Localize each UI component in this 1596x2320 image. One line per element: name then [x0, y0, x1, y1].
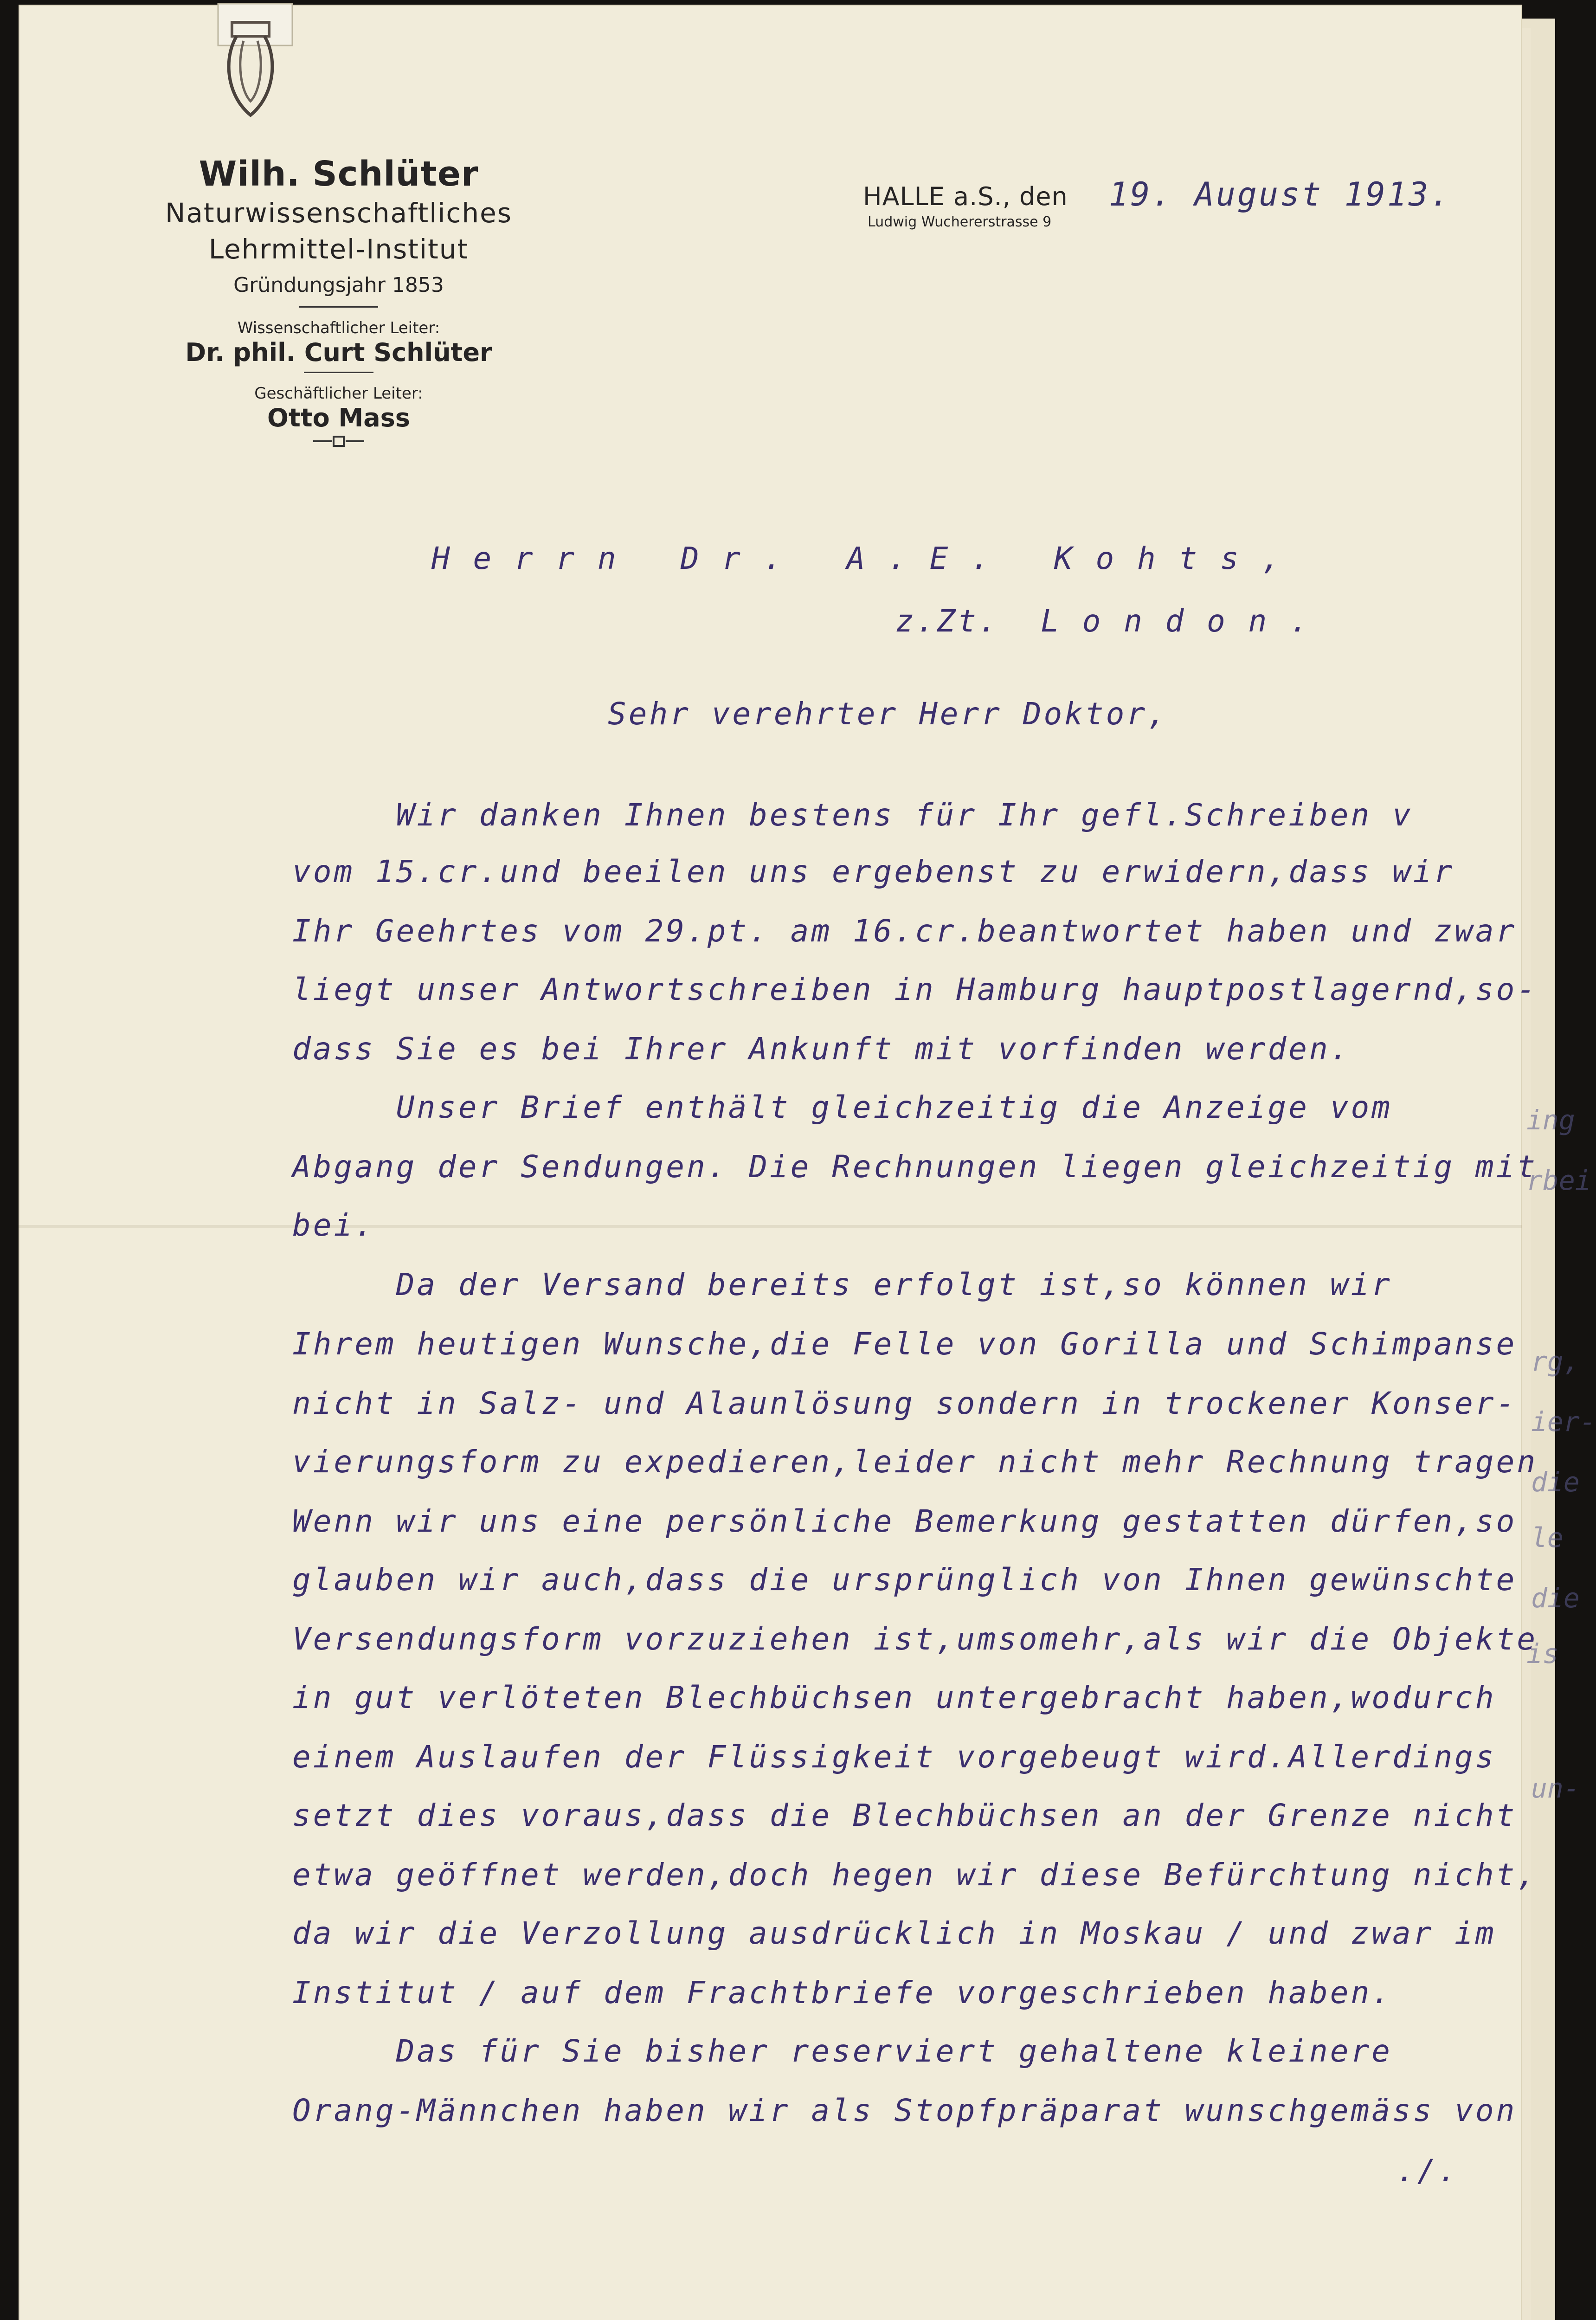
street-line: Ludwig Wuchererstrasse 9 — [868, 214, 1052, 230]
company-line-2: Lehrmittel-Institut — [208, 233, 469, 265]
letter-date: 19. August 1913. — [1109, 175, 1452, 213]
body-line: vierungsform zu expedieren,leider nicht mehr Rechnung tragen — [292, 1444, 1538, 1480]
scientific-director-label: Wissenschaftlicher Leiter: — [237, 319, 440, 337]
body-line: Ihr Geehrtes vom 29.pt. am 16.cr.beantwortet haben und zwar — [292, 913, 1517, 949]
body-line: Versendungsform vorzuziehen ist,umsomehr,als wir die Objekte — [292, 1621, 1538, 1657]
business-director-label: Geschäftlicher Leiter: — [254, 384, 423, 403]
margin-fragment: ing — [1526, 1104, 1575, 1136]
company-line-1: Naturwissenschaftliches — [165, 197, 513, 229]
margin-fragment: un- — [1531, 1772, 1580, 1804]
fold-line — [19, 1225, 1522, 1228]
body-line: Wenn wir uns eine persönliche Bemerkung gestatten dürfen,so — [292, 1503, 1517, 1539]
body-line: liegt unser Antwortschreiben in Hamburg hauptpostlagernd,so- — [292, 972, 1538, 1007]
body-line: da wir die Verzollung ausdrücklich in Moskau / und zwar im — [292, 1915, 1496, 1951]
divider — [299, 306, 378, 308]
margin-fragment: rbei — [1526, 1165, 1591, 1196]
body-line: Abgang der Sendungen. Die Rechnungen liegen gleichzeitig mit — [292, 1149, 1538, 1185]
body-line: Wir danken Ihnen bestens für Ihr gefl.Schreiben v — [292, 797, 1413, 833]
body-line: Das für Sie bisher reserviert gehaltene kleinere — [292, 2033, 1392, 2069]
body-line: einem Auslaufen der Flüssigkeit vorgebeugt wird.Allerdings — [292, 1739, 1496, 1775]
scientific-director-name: Dr. phil. Curt Schlüter — [185, 338, 492, 367]
body-line: Unser Brief enthält gleichzeitig die Anzeige vom — [292, 1089, 1392, 1125]
recipient-line-1: H e r r n D r . A . E . K o h t s , — [431, 541, 1283, 576]
margin-fragment: die — [1531, 1466, 1580, 1498]
margin-fragment: is — [1526, 1638, 1559, 1669]
body-line: setzt dies voraus,dass die Blechbüchsen an der Grenze nicht — [292, 1798, 1517, 1833]
body-line: Institut / auf dem Frachtbriefe vorgeschrieben haben. — [292, 1975, 1392, 2011]
body-line: Orang-Männchen haben wir als Stopfpräparat wunschgemäss von — [292, 2093, 1517, 2128]
body-line: in gut verlöteten Blechbüchsen untergebracht haben,wodurch — [292, 1680, 1496, 1715]
body-line: etwa geöffnet werden,doch hegen wir diese Befürchtung nicht, — [292, 1857, 1538, 1893]
body-line: Da der Versand bereits erfolgt ist,so können wir — [292, 1267, 1392, 1302]
margin-fragment: rg, — [1531, 1346, 1580, 1377]
business-director-name: Otto Mass — [267, 403, 410, 432]
body-line: vom 15.cr.und beeilen uns ergebenst zu erwidern,dass wir — [292, 854, 1455, 889]
founded-year: Gründungsjahr 1853 — [233, 273, 444, 297]
body-line: dass Sie es bei Ihrer Ankunft mit vorfinden werden. — [292, 1031, 1351, 1067]
greeting: Sehr verehrter Herr Doktor, — [608, 696, 1168, 732]
recipient-line-2: z.Zt. L o n d o n . — [895, 603, 1311, 639]
company-name: Wilh. Schlüter — [199, 154, 479, 194]
margin-fragment: die — [1531, 1582, 1580, 1614]
body-line: ./. — [1396, 2153, 1459, 2189]
divider — [304, 372, 373, 373]
ornament-icon — [313, 434, 364, 448]
body-line: glauben wir auch,dass die ursprünglich von Ihnen gewünschte — [292, 1562, 1517, 1598]
body-line: nicht in Salz- und Alaunlösung sondern in trockener Konser- — [292, 1386, 1517, 1421]
city-line: HALLE a.S., den — [863, 182, 1068, 211]
margin-fragment: le — [1531, 1522, 1564, 1553]
body-line: bei. — [292, 1207, 375, 1243]
body-line: Ihrem heutigen Wunsche,die Felle von Gorilla und Schimpanse — [292, 1326, 1517, 1362]
margin-fragment: ier- — [1531, 1406, 1596, 1437]
